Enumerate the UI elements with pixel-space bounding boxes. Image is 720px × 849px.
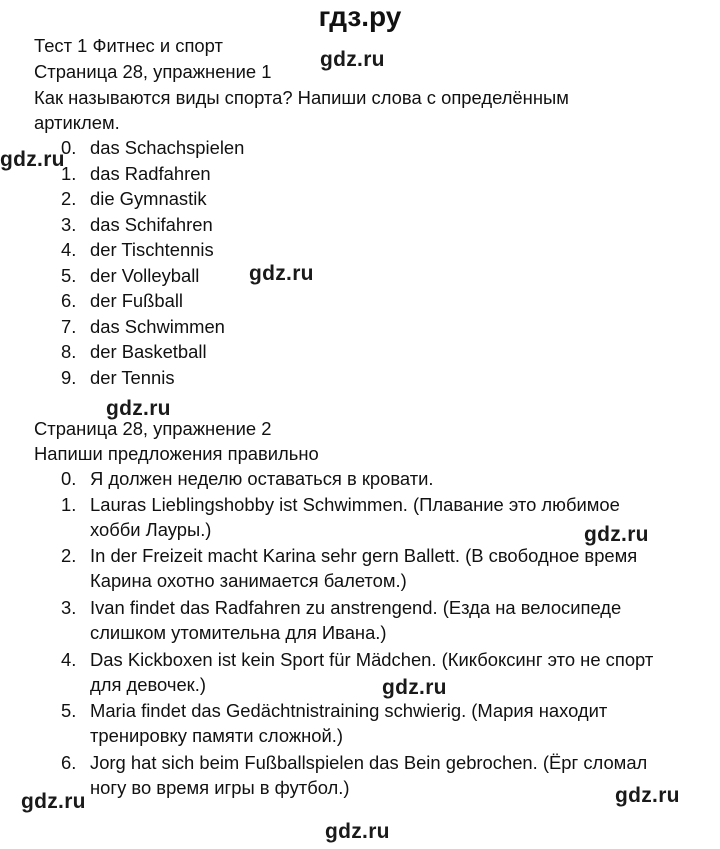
item-number: 0. [61,137,77,158]
item-text: Maria findet das Gedächtnistraining schwierig. (Мария находит [90,700,608,721]
item-text: Lauras Lieblingshobby ist Schwimmen. (Плавание это любимое [90,494,620,515]
watermark: gdz.ru [584,523,649,546]
item-text: die Gymnastik [90,188,207,209]
item-number: 3. [61,214,77,235]
exercise-1-instruction: Как называются виды спорта? Напиши слова с определённым [34,87,569,108]
item-number: 7. [61,316,77,337]
item-text: der Basketball [90,341,207,362]
item-text: das Schwimmen [90,316,225,337]
item-text-cont: хобби Лауры.) [90,519,212,540]
site-title: гдз.ру [318,1,402,32]
item-text: Ivan findet das Radfahren zu anstrengend. (Езда на велосипеде [90,597,622,618]
item-text-cont: тренировку памяти сложной.) [90,725,344,746]
item-text: Jorg hat sich beim Fußballspielen das Bein gebrochen. (Ёрг сломал [90,752,648,773]
item-number: 6. [61,752,77,773]
watermark: gdz.ru [320,48,385,71]
item-number: 1. [61,163,77,184]
item-text-cont: для девочек.) [90,674,206,695]
test-title: Тест 1 Фитнес и спорт [34,35,223,56]
item-number: 8. [61,341,77,362]
item-text-cont: Карина охотно занимается балетом.) [90,570,407,591]
item-text: das Schachspielen [90,137,245,158]
item-text: das Radfahren [90,163,211,184]
item-text: In der Freizeit macht Karina sehr gern Ballett. (В свободное время [90,545,638,566]
item-number: 4. [61,649,77,670]
item-text: das Schifahren [90,214,213,235]
item-text-cont: слишком утомительна для Ивана.) [90,622,387,643]
item-text: der Volleyball [90,265,200,286]
item-text: Я должен неделю оставаться в кровати. [90,468,434,489]
item-text: der Tennis [90,367,175,388]
item-number: 5. [61,265,77,286]
watermark: gdz.ru [21,790,86,813]
item-text: der Fußball [90,290,184,311]
watermark: gdz.ru [249,262,314,285]
item-number: 4. [61,239,77,260]
item-text-cont: ногу во время игры в футбол.) [90,777,350,798]
item-number: 2. [61,188,77,209]
watermark: gdz.ru [615,784,680,807]
item-number: 3. [61,597,77,618]
item-number: 6. [61,290,77,311]
item-number: 9. [61,367,77,388]
exercise-1-page-ref: Страница 28, упражнение 1 [34,61,272,82]
item-number: 5. [61,700,77,721]
watermark: gdz.ru [382,676,447,699]
exercise-1-instruction-cont: артиклем. [34,112,120,133]
watermark: gdz.ru [106,397,171,420]
item-number: 1. [61,494,77,515]
item-text: der Tischtennis [90,239,214,260]
exercise-2-instruction: Напиши предложения правильно [34,443,319,464]
item-number: 0. [61,468,77,489]
watermark: gdz.ru [0,148,65,171]
watermark: gdz.ru [325,820,390,843]
item-text: Das Kickboxen ist kein Sport für Mädchen. (Кикбоксинг это не спорт [90,649,654,670]
item-number: 2. [61,545,77,566]
exercise-2-page-ref: Страница 28, упражнение 2 [34,418,272,439]
